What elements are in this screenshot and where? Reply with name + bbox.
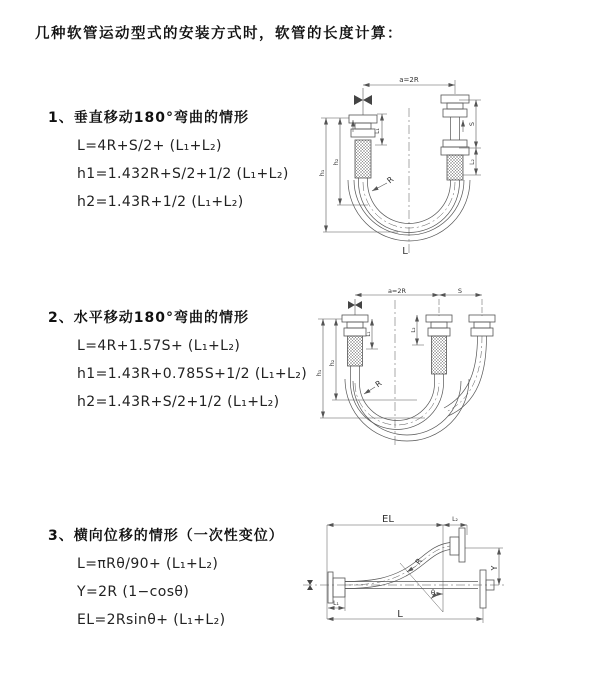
dim-label-h1: h₁ xyxy=(318,169,326,177)
radius-label: R xyxy=(413,556,425,567)
formula-line: h2=1.43R+1/2 (L₁+L₂) xyxy=(77,194,244,210)
formula-line: L=πRθ/90+ (L₁+L₂) xyxy=(77,556,219,572)
dim-label-l2: L₂ xyxy=(411,327,417,333)
braided-hose-right xyxy=(447,155,463,180)
dim-label-l2: L₂ xyxy=(452,516,458,523)
diagram-vertical-180 xyxy=(313,70,558,265)
dim-label-a2r: a=2R xyxy=(387,288,407,295)
diagram-horizontal-180 xyxy=(312,288,557,458)
flange-fitting-right-upper xyxy=(441,95,469,117)
braided-hose-left xyxy=(355,140,371,178)
dim-label-h2: h₂ xyxy=(328,359,336,367)
dim-label-l1: L₁ xyxy=(366,331,372,337)
dim-label-l1: L₁ xyxy=(333,600,339,607)
dim-label-h2: h₂ xyxy=(332,158,340,166)
flange-fitting-left xyxy=(328,572,345,603)
formula-line: h1=1.43R+0.785S+1/2 (L₁+L₂) xyxy=(77,366,308,382)
section-heading: 3、横向位移的情形（一次性变位） xyxy=(48,528,284,544)
formula-line: L=4R+1.57S+ (L₁+L₂) xyxy=(77,338,241,354)
section-horizontal-180 xyxy=(48,307,307,410)
dim-label-a2r: a=2R xyxy=(399,76,419,84)
section-lateral-displacement xyxy=(48,525,284,628)
flange-fitting-right xyxy=(469,315,495,336)
section-heading: 2、水平移动180°弯曲的情形 xyxy=(48,310,249,326)
flange-fitting-left xyxy=(342,315,368,336)
formula-line: h2=1.43R+S/2+1/2 (L₁+L₂) xyxy=(77,394,280,410)
radius-label: R xyxy=(373,378,384,390)
section-heading: 1、垂直移动180°弯曲的情形 xyxy=(48,110,249,126)
dim-label-s: S xyxy=(468,121,476,127)
flange-fitting-middle xyxy=(426,315,452,336)
formula-line: L=4R+S/2+ (L₁+L₂) xyxy=(77,138,222,154)
dim-label-l: L xyxy=(397,609,403,620)
formula-line: h1=1.432R+S/2+1/2 (L₁+L₂) xyxy=(77,166,289,182)
dim-label-s: S xyxy=(457,288,463,295)
dim-label-h1: h₁ xyxy=(315,369,323,377)
section-vertical-180 xyxy=(48,107,289,210)
radius-label: R xyxy=(385,174,396,186)
length-label: L xyxy=(402,246,408,257)
page-title: 几种软管运动型式的安装方式时，软管的长度计算： xyxy=(35,26,403,42)
dim-label-y: Y xyxy=(490,565,499,571)
hose-moved-position xyxy=(444,336,487,416)
flange-fitting-upper xyxy=(450,528,465,562)
dim-label-l1: L₁ xyxy=(374,128,381,134)
angle-label: θ xyxy=(430,589,436,597)
flange-fitting-right xyxy=(480,570,494,608)
diagram-lateral-displacement xyxy=(300,505,580,650)
hose-u-bend xyxy=(345,379,469,441)
dim-label-l2: L₂ xyxy=(469,159,476,165)
braided-hose-left xyxy=(348,336,363,366)
formula-line: Y=2R (1−cosθ) xyxy=(77,584,190,600)
dim-label-el: EL xyxy=(382,514,394,525)
braided-hose-middle xyxy=(432,336,447,374)
flange-fitting-right-lower xyxy=(441,140,469,155)
formula-line: EL=2Rsinθ+ (L₁+L₂) xyxy=(77,612,226,628)
